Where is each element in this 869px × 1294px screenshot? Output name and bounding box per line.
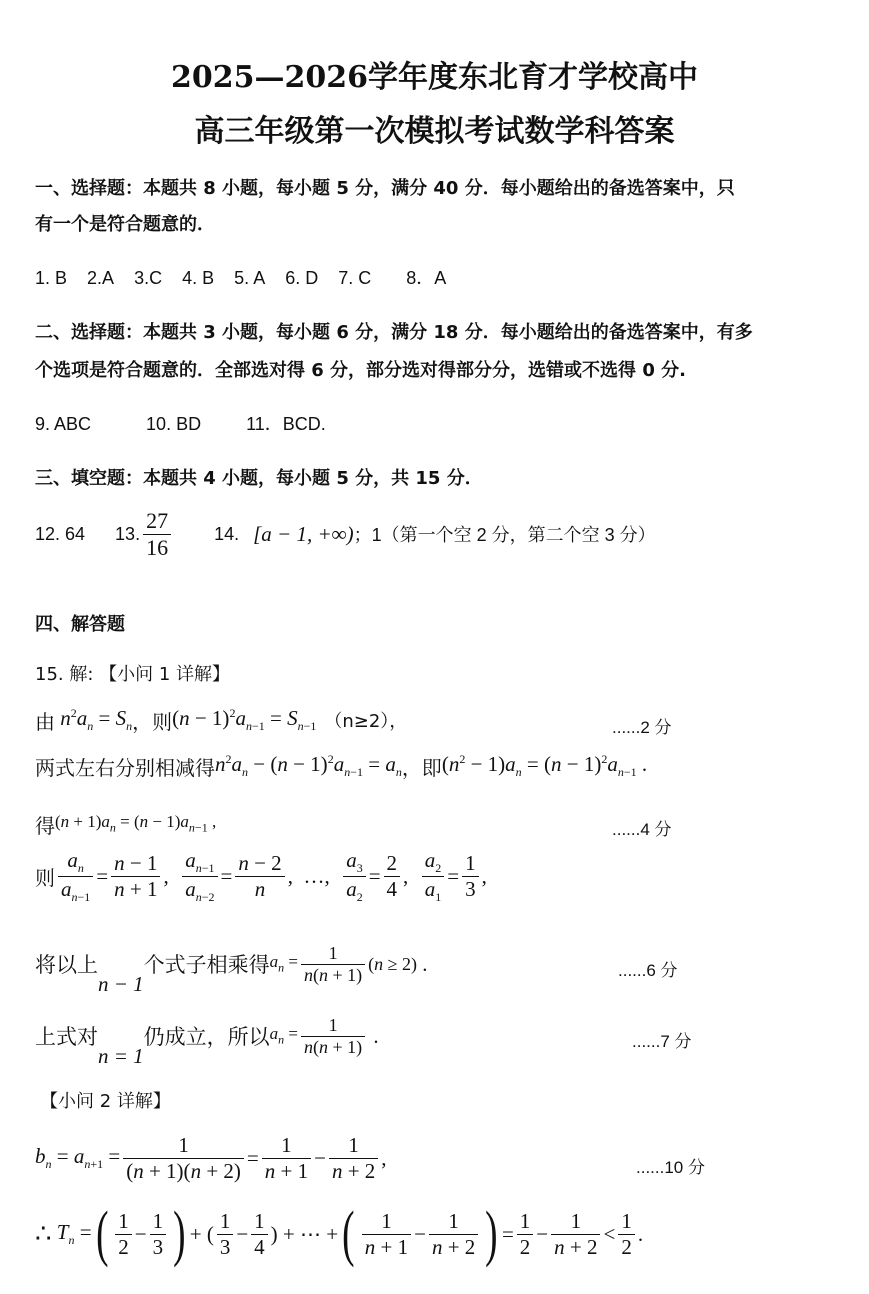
fraction-an-formula: $\frac{1}{n(n + 1)}$ [301,943,365,985]
text-multiply: 个式子相乘得 [143,953,270,977]
formula-n2an-eq-sn: $n^2a_n = S_n$ [60,705,133,734]
text-ze: ，则 [132,709,173,734]
section-2-heading-line-2: 个选项是符合题意的．全部选对得 6 分，部分选对得部分分，选错或不选得 0 分. [35,360,686,381]
answer-7: 7. C [338,268,372,288]
q15-step-8: ∴ $T_n$ = ( $\frac{1}{2}$ − $\frac{1}{3}$ ) + ( $\frac{1}{3}$ − $\frac{1}{4}$ ) + ⋯ + ( $\frac{1}{n + 1}$ − $\frac{1}{n + 2}$ ) = $\frac{1}{2}$ − $\frac{1}{n + 2}$ < $\frac{1}{2}$ . [35,1200,644,1268]
answer-14-label: 14. [214,523,240,544]
answer-14-interval: [a − 1, +∞) [253,521,354,546]
therefore-symbol: ∴ [35,1219,52,1248]
answer-13-label: 13. [115,523,141,544]
section-2-heading-line-1: 二、选择题：本题共 3 小题，每小题 6 分，满分 18 分．每小题给出的备选答案中，有多 [35,322,753,343]
fraction-2-over-4: $\frac{2}{4}$ [384,851,401,900]
fraction-an-over-an1: $\frac{a_n}{a_{n-1}}$ [58,848,93,905]
text-shangshi: 上式对 [35,1025,98,1049]
answer-13-numerator: 27 [143,508,171,534]
formula-tn: $T_n$ = [56,1219,92,1248]
answer-2: 2.A [87,268,115,288]
section-1-heading-line-2: 有一个是符合题意的． [35,214,215,235]
fraction-a3-over-a2: $\frac{a_3}{a_2}$ [343,848,366,905]
fraction-an1-over-an2: $\frac{a_{n-1}}{a_{n-2}}$ [182,848,217,905]
answer-12: 12. 64 [35,523,86,544]
answer-3: 3.C [134,268,163,288]
formula-difference: $n^2a_n - (n - 1)^2a_{n-1} = a_n$ [215,751,402,780]
q15-step-6: 上式对 n = 1 仍成立，所以 $a_n$ = $\frac{1}{n(n + 1)}$ . [35,1014,379,1068]
fraction-n1-over-n1: $\frac{n - 1}{n + 1}$ [111,851,160,900]
q15-sub2-heading: 【小问 2 详解】 [40,1091,171,1112]
page-title-line-2: 高三年级第一次模拟考试数学科答案 [194,114,675,149]
fraction-an-final: $\frac{1}{n(n + 1)}$ [301,1015,365,1057]
answer-4: 4. B [182,268,215,288]
section-2-answers [35,410,326,436]
answer-10: 10. BD [146,414,202,434]
fraction-a2-over-a1: $\frac{a_2}{a_1}$ [422,848,445,905]
answer-13-fraction [143,508,171,560]
score-2: ......2 分 [612,718,672,737]
section-1-heading-line-1: 一、选择题：本题共 8 小题，每小题 5 分，满分 40 分．每小题给出的备选答案中，只 [35,178,735,199]
q15-step-5: 将以上 n − 1 个式子相乘得 $a_n$ = $\frac{1}{n(n + 1)}$ (n ≥ 2) . [35,942,428,996]
section-4-heading: 四、解答题 [35,614,125,635]
answer-5: 5. A [234,268,266,288]
answer-14-rest: ；1（第一个空 2 分，第二个空 3 分） [353,525,656,545]
fraction-1-over-3: $\frac{1}{3}$ [462,851,479,900]
answer-13-denominator: 16 [146,534,169,560]
q15-step-3 [35,806,216,842]
score-6: ......6 分 [618,961,678,980]
answer-1: 1. B [35,268,68,288]
text-reng: 仍成立，所以 [143,1025,270,1049]
section-1-answers [35,264,446,290]
answer-9: 9. ABC [35,414,92,434]
text-ze-2: 则 [35,865,55,890]
fraction-1-over-n2: $\frac{1}{n + 2}$ [329,1133,378,1182]
q15-intro: 15. 解: 【小问 1 详解】 [35,664,231,685]
text-subtract: 两式左右分别相减得 [35,755,215,780]
q15-step-2 [35,746,647,786]
page-title-line-1: 2025—2026学年度东北育才学校高中 [171,60,698,95]
score-4: ......4 分 [612,820,672,839]
q15-step-4: 则 $\frac{a_n}{a_{n-1}}$ = $\frac{n - 1}{n + 1}$ , $\frac{a_{n-1}}{a_{n-2}}$ = $\frac{n - 2}{n}$ , …, $\frac{a_3}{a_2}$ = $\frac{2}{4}$ , $\frac{a_2}{a_1}$ = $\frac{1}{3}$ , [35,847,487,904]
answer-11: 11．BCD. [246,414,326,434]
score-10: ......10 分 [636,1158,705,1177]
section-3-heading: 三、填空题：本题共 4 小题，每小题 5 分，共 15 分． [35,468,483,489]
q15-step-1 [35,700,407,740]
section-3-answers [35,504,656,564]
q15-step-7: $b_n = a_{n+1}$ = $\frac{1}{(n + 1)(n + 2)}$ = $\frac{1}{n + 1}$ − $\frac{1}{n + 2}$ , [35,1133,387,1183]
text-you: 由 [35,709,55,734]
formula-ratio-relation: $(n + 1)a_n = (n - 1)a_{n-1}$ , [55,812,217,835]
text-ji: ，即 [401,755,442,780]
text-n-condition: （n≥2）， [324,711,408,732]
fraction-n2-over-n: $\frac{n - 2}{n}$ [235,851,284,900]
answer-6: 6. D [285,268,319,288]
score-7: ......7 分 [632,1032,692,1051]
answer-8: 8．A [406,268,447,288]
fraction-1-over-n1: $\frac{1}{n + 1}$ [262,1133,311,1182]
text-de: 得 [35,813,55,838]
formula-bn: $b_n = a_{n+1}$ = [35,1143,121,1172]
fraction-bn-def: $\frac{1}{(n + 1)(n + 2)}$ [123,1133,244,1182]
formula-prev-term: $(n - 1)^2a_{n-1} = S_{n-1}$ [172,705,317,734]
text-n-eq-1: n = 1 [98,1043,144,1068]
text-n-minus-1: n − 1 [98,971,144,996]
formula-simplified: $(n^2 - 1)a_n = (n - 1)^2a_{n-1}$ . [441,751,648,780]
text-jiang: 将以上 [35,953,98,977]
